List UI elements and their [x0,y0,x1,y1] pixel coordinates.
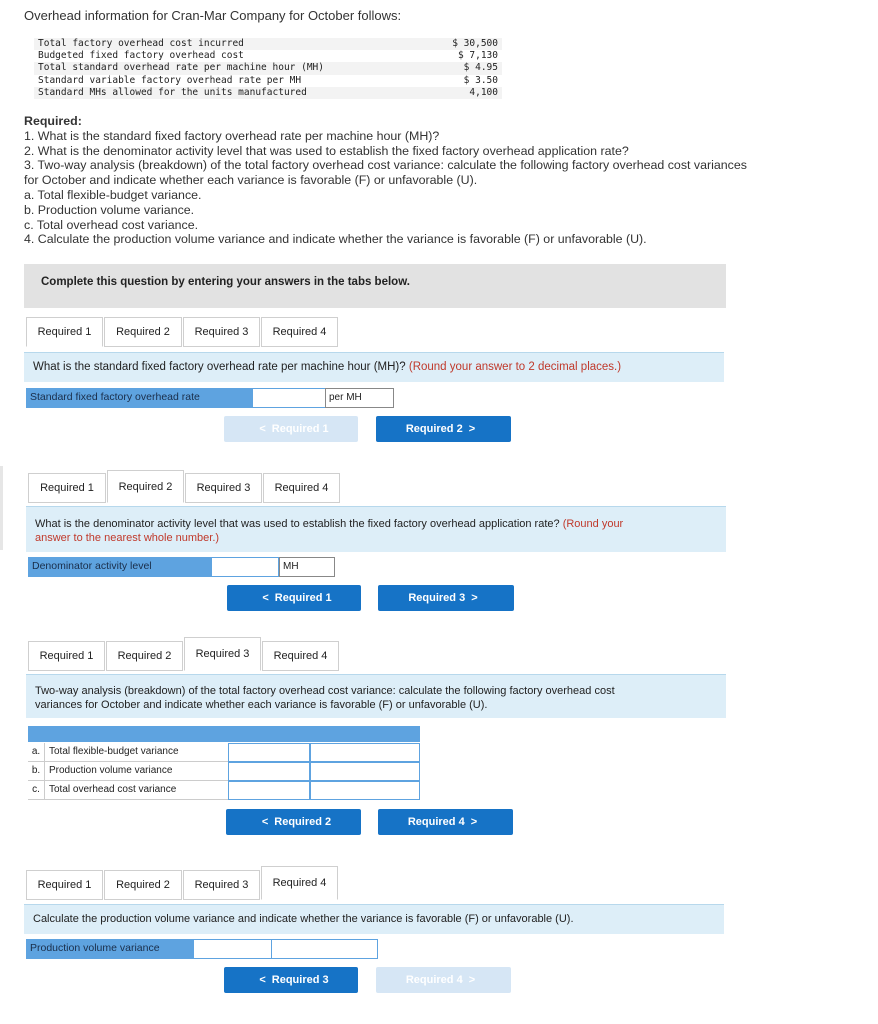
chevron-left-icon: < [259,423,266,435]
denominator-activity-input[interactable] [211,557,279,577]
tab-required-3[interactable]: Required 3 [185,473,262,503]
chevron-right-icon: > [468,974,476,986]
table-row: Standard MHs allowed for the units manufactured 4,100 [34,87,502,99]
variance-fu-select[interactable] [310,781,420,800]
chevron-right-icon: > [471,592,478,604]
required-line: 4. Calculate the production volume variance and indicate whether the variance is favorable (F) or unfavorable (U). [24,232,647,247]
required-heading: Required: [24,114,82,128]
variance-amount-input[interactable] [228,762,310,781]
tab-required-2[interactable]: Required 2 [104,317,182,347]
tab-required-2[interactable]: Required 2 [107,470,184,503]
tab-required-4[interactable]: Required 4 [261,317,338,347]
question-bar: What is the denominator activity level that was used to establish the fixed factory overhead application rate? (Round your answer to the nearest whole number.) [26,506,726,552]
production-volume-fu-select[interactable] [271,939,378,959]
chevron-right-icon: > [468,423,476,435]
chevron-right-icon: > [470,816,478,828]
table-row: Total factory overhead cost incurred $ 30,500 [34,38,502,50]
tab-required-1[interactable]: Required 1 [28,641,105,671]
unit-label: MH [279,557,335,577]
next-required-2-button[interactable]: Required 2 > [376,416,511,442]
question-bar: What is the standard fixed factory overhead rate per machine hour (MH)? (Round your answer to 2 decimal places.) [24,352,724,382]
table-row: Budgeted fixed factory overhead cost $ 7,130 [38,50,498,62]
required-section [24,114,844,247]
tab-required-3[interactable]: Required 3 [183,317,260,347]
required-line: c. Total overhead cost variance. [24,217,199,232]
required-line: for October and indicate whether each variance is favorable (F) or unfavorable (U). [24,173,478,188]
variance-table-header [28,726,420,742]
required-line: b. Production volume variance. [24,202,195,217]
next-button-disabled: Required 4 > [376,967,511,993]
variance-fu-select[interactable] [310,743,420,762]
production-volume-amount-input[interactable] [193,939,272,959]
required-line: a. Total flexible-budget variance. [24,187,202,202]
prev-required-3-button[interactable]: < Required 3 [224,967,358,993]
tab-required-1[interactable]: Required 1 [26,317,103,347]
prev-required-1-button[interactable]: < Required 1 [227,585,361,611]
chevron-left-icon: < [259,974,266,986]
divider [0,466,3,550]
tab-required-4[interactable]: Required 4 [263,473,340,503]
required-line: 3. Two-way analysis (breakdown) of the total factory overhead cost variance: calculate the following factory overhead cost variances [24,158,747,173]
chevron-left-icon: < [261,816,269,828]
tab-required-3[interactable]: Required 3 [184,637,261,671]
table-row: Total standard overhead rate per machine hour (MH) $ 4.95 [34,62,502,74]
variance-amount-input[interactable] [228,743,310,762]
tab-required-1[interactable]: Required 1 [28,473,106,503]
standard-fixed-rate-label: Standard fixed factory overhead rate [26,388,252,408]
tab-required-2[interactable]: Required 2 [106,641,183,671]
required-line: 1. What is the standard fixed factory overhead rate per machine hour (MH)? [24,128,440,143]
production-volume-variance-label: Production volume variance [26,939,193,959]
chevron-left-icon: < [262,592,269,604]
unit-label: per MH [325,388,394,408]
tab-required-4[interactable]: Required 4 [262,641,339,671]
variance-amount-input[interactable] [228,781,310,800]
next-required-4-button[interactable]: Required 4 > [378,809,513,835]
table-row: b. Production volume variance [28,762,420,781]
question-bar: Two-way analysis (breakdown) of the total factory overhead cost variance: calculate the following factory overhead cost variances for October and indicate whether each variance is favorable (F) or unfavorable (U). [26,674,726,718]
prev-button-disabled: < Required 1 [224,416,358,442]
table-row: c. Total overhead cost variance [28,781,420,800]
variance-fu-select[interactable] [310,762,420,781]
tab-required-4[interactable]: Required 4 [261,866,338,900]
standard-fixed-rate-input[interactable] [252,388,326,408]
table-row: a. Total flexible-budget variance [28,743,420,762]
intro-text: Overhead information for Cran-Mar Company for October follows: [24,8,402,23]
required-line: 2. What is the denominator activity level that was used to establish the fixed factory overhead application rate? [24,143,629,158]
denominator-activity-label: Denominator activity level [28,557,212,577]
tab-required-2[interactable]: Required 2 [104,870,182,900]
overhead-data-table [34,38,502,99]
tab-required-1[interactable]: Required 1 [26,870,103,900]
question-bar: Calculate the production volume variance and indicate whether the variance is favorable (F) or unfavorable (U). [24,904,724,934]
next-required-3-button[interactable]: Required 3 > [378,585,514,611]
tab-required-3[interactable]: Required 3 [183,870,260,900]
instructions-banner: Complete this question by entering your answers in the tabs below. [24,264,726,308]
table-row: Standard variable factory overhead rate per MH $ 3.50 [38,74,498,86]
prev-required-2-button[interactable]: < Required 2 [226,809,361,835]
